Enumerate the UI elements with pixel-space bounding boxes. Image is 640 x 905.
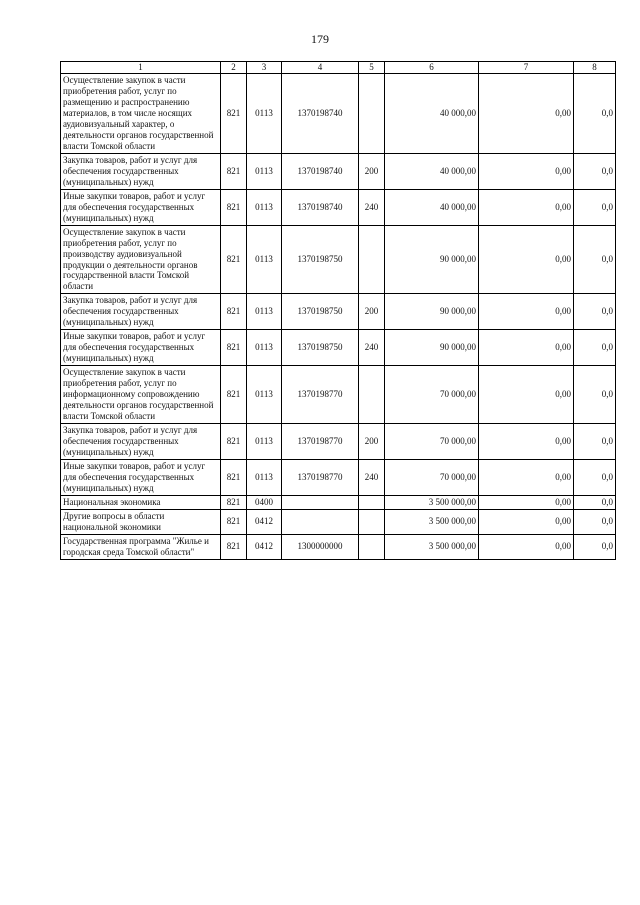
- row-section: 0400: [247, 495, 282, 509]
- row-csr: [282, 495, 359, 509]
- row-amount: 40 000,00: [385, 153, 479, 189]
- table-row: [61, 495, 616, 509]
- table-row: [61, 225, 616, 294]
- row-vr: 200: [359, 153, 385, 189]
- table-row: [61, 189, 616, 225]
- row-vr: [359, 366, 385, 424]
- row-amount: 3 500 000,00: [385, 495, 479, 509]
- row-col7: 0,00: [479, 153, 574, 189]
- column-header: 3: [247, 62, 282, 74]
- table-row: [61, 153, 616, 189]
- row-name: Осуществление закупок в части приобретения работ, услуг по информационному сопровождению деятельности органов государственной власти Томской области: [61, 366, 221, 424]
- row-amount: 70 000,00: [385, 424, 479, 460]
- table-row: [61, 509, 616, 534]
- row-amount: 90 000,00: [385, 225, 479, 294]
- row-grbs: 821: [221, 459, 247, 495]
- row-grbs: 821: [221, 225, 247, 294]
- row-col8: 0,0: [574, 424, 616, 460]
- row-col8: 0,0: [574, 534, 616, 559]
- row-name: Государственная программа "Жилье и городская среда Томской области": [61, 534, 221, 559]
- row-section: 0113: [247, 189, 282, 225]
- row-amount: 3 500 000,00: [385, 534, 479, 559]
- page-number: 179: [311, 32, 329, 46]
- row-section: 0113: [247, 330, 282, 366]
- row-csr: 1370198740: [282, 74, 359, 154]
- row-csr: 1370198740: [282, 189, 359, 225]
- row-name: Иные закупки товаров, работ и услуг для обеспечения государственных (муниципальных) нужд: [61, 189, 221, 225]
- row-name: Национальная экономика: [61, 495, 221, 509]
- row-csr: 1370198770: [282, 424, 359, 460]
- row-col7: 0,00: [479, 459, 574, 495]
- row-vr: [359, 225, 385, 294]
- row-grbs: 821: [221, 189, 247, 225]
- column-header: 7: [479, 62, 574, 74]
- row-grbs: 821: [221, 495, 247, 509]
- row-col7: 0,00: [479, 424, 574, 460]
- row-col8: 0,0: [574, 495, 616, 509]
- row-section: 0412: [247, 509, 282, 534]
- row-grbs: 821: [221, 366, 247, 424]
- row-grbs: 821: [221, 294, 247, 330]
- row-vr: [359, 534, 385, 559]
- row-grbs: 821: [221, 74, 247, 154]
- row-name: Иные закупки товаров, работ и услуг для обеспечения государственных (муниципальных) нужд: [61, 330, 221, 366]
- row-name: Другие вопросы в области национальной экономики: [61, 509, 221, 534]
- row-csr: 1370198770: [282, 366, 359, 424]
- row-vr: [359, 509, 385, 534]
- column-header: 6: [385, 62, 479, 74]
- row-col7: 0,00: [479, 366, 574, 424]
- table-row: [61, 74, 616, 154]
- column-header: 8: [574, 62, 616, 74]
- row-col8: 0,0: [574, 294, 616, 330]
- row-name: Осуществление закупок в части приобретения работ, услуг по размещению и распространению материалов, в том числе носящих аудиовизуальный характер, о деятельности органов государственной власти Томской области: [61, 74, 221, 154]
- column-header: 5: [359, 62, 385, 74]
- row-vr: [359, 74, 385, 154]
- row-csr: 1370198750: [282, 225, 359, 294]
- row-csr: 1370198770: [282, 459, 359, 495]
- row-name: Закупка товаров, работ и услуг для обеспечения государственных (муниципальных) нужд: [61, 153, 221, 189]
- column-header: 2: [221, 62, 247, 74]
- row-grbs: 821: [221, 509, 247, 534]
- table-row: [61, 366, 616, 424]
- row-section: 0113: [247, 294, 282, 330]
- row-grbs: 821: [221, 153, 247, 189]
- row-csr: 1300000000: [282, 534, 359, 559]
- table-row: [61, 459, 616, 495]
- row-amount: 40 000,00: [385, 74, 479, 154]
- row-col7: 0,00: [479, 294, 574, 330]
- row-col7: 0,00: [479, 495, 574, 509]
- row-name: Осуществление закупок в части приобретения работ, услуг по производству аудиовизуальной продукции о деятельности органов государственной власти Томской области: [61, 225, 221, 294]
- row-name: Иные закупки товаров, работ и услуг для обеспечения государственных (муниципальных) нужд: [61, 459, 221, 495]
- row-col8: 0,0: [574, 74, 616, 154]
- row-amount: 70 000,00: [385, 366, 479, 424]
- row-grbs: 821: [221, 424, 247, 460]
- row-csr: [282, 509, 359, 534]
- row-col7: 0,00: [479, 509, 574, 534]
- row-amount: 40 000,00: [385, 189, 479, 225]
- row-col7: 0,00: [479, 74, 574, 154]
- row-grbs: 821: [221, 330, 247, 366]
- table-row: [61, 424, 616, 460]
- row-csr: 1370198750: [282, 294, 359, 330]
- row-col8: 0,0: [574, 189, 616, 225]
- row-name: Закупка товаров, работ и услуг для обеспечения государственных (муниципальных) нужд: [61, 294, 221, 330]
- row-section: 0113: [247, 459, 282, 495]
- row-section: 0113: [247, 366, 282, 424]
- row-grbs: 821: [221, 534, 247, 559]
- row-section: 0113: [247, 153, 282, 189]
- row-col7: 0,00: [479, 534, 574, 559]
- row-amount: 90 000,00: [385, 294, 479, 330]
- row-section: 0113: [247, 424, 282, 460]
- budget-table: [60, 61, 616, 560]
- row-col8: 0,0: [574, 153, 616, 189]
- row-col8: 0,0: [574, 459, 616, 495]
- column-header: 1: [61, 62, 221, 74]
- header-row: [61, 62, 616, 74]
- row-col8: 0,0: [574, 366, 616, 424]
- row-vr: 240: [359, 189, 385, 225]
- row-section: 0113: [247, 74, 282, 154]
- row-col8: 0,0: [574, 225, 616, 294]
- row-section: 0412: [247, 534, 282, 559]
- row-vr: 200: [359, 424, 385, 460]
- row-col8: 0,0: [574, 509, 616, 534]
- row-vr: 240: [359, 459, 385, 495]
- row-col8: 0,0: [574, 330, 616, 366]
- row-col7: 0,00: [479, 225, 574, 294]
- row-name: Закупка товаров, работ и услуг для обеспечения государственных (муниципальных) нужд: [61, 424, 221, 460]
- table-row: [61, 534, 616, 559]
- row-csr: 1370198750: [282, 330, 359, 366]
- row-section: 0113: [247, 225, 282, 294]
- table-row: [61, 330, 616, 366]
- row-col7: 0,00: [479, 330, 574, 366]
- row-vr: [359, 495, 385, 509]
- row-amount: 3 500 000,00: [385, 509, 479, 534]
- row-vr: 200: [359, 294, 385, 330]
- table-row: [61, 294, 616, 330]
- row-vr: 240: [359, 330, 385, 366]
- row-col7: 0,00: [479, 189, 574, 225]
- column-header: 4: [282, 62, 359, 74]
- row-csr: 1370198740: [282, 153, 359, 189]
- row-amount: 90 000,00: [385, 330, 479, 366]
- row-amount: 70 000,00: [385, 459, 479, 495]
